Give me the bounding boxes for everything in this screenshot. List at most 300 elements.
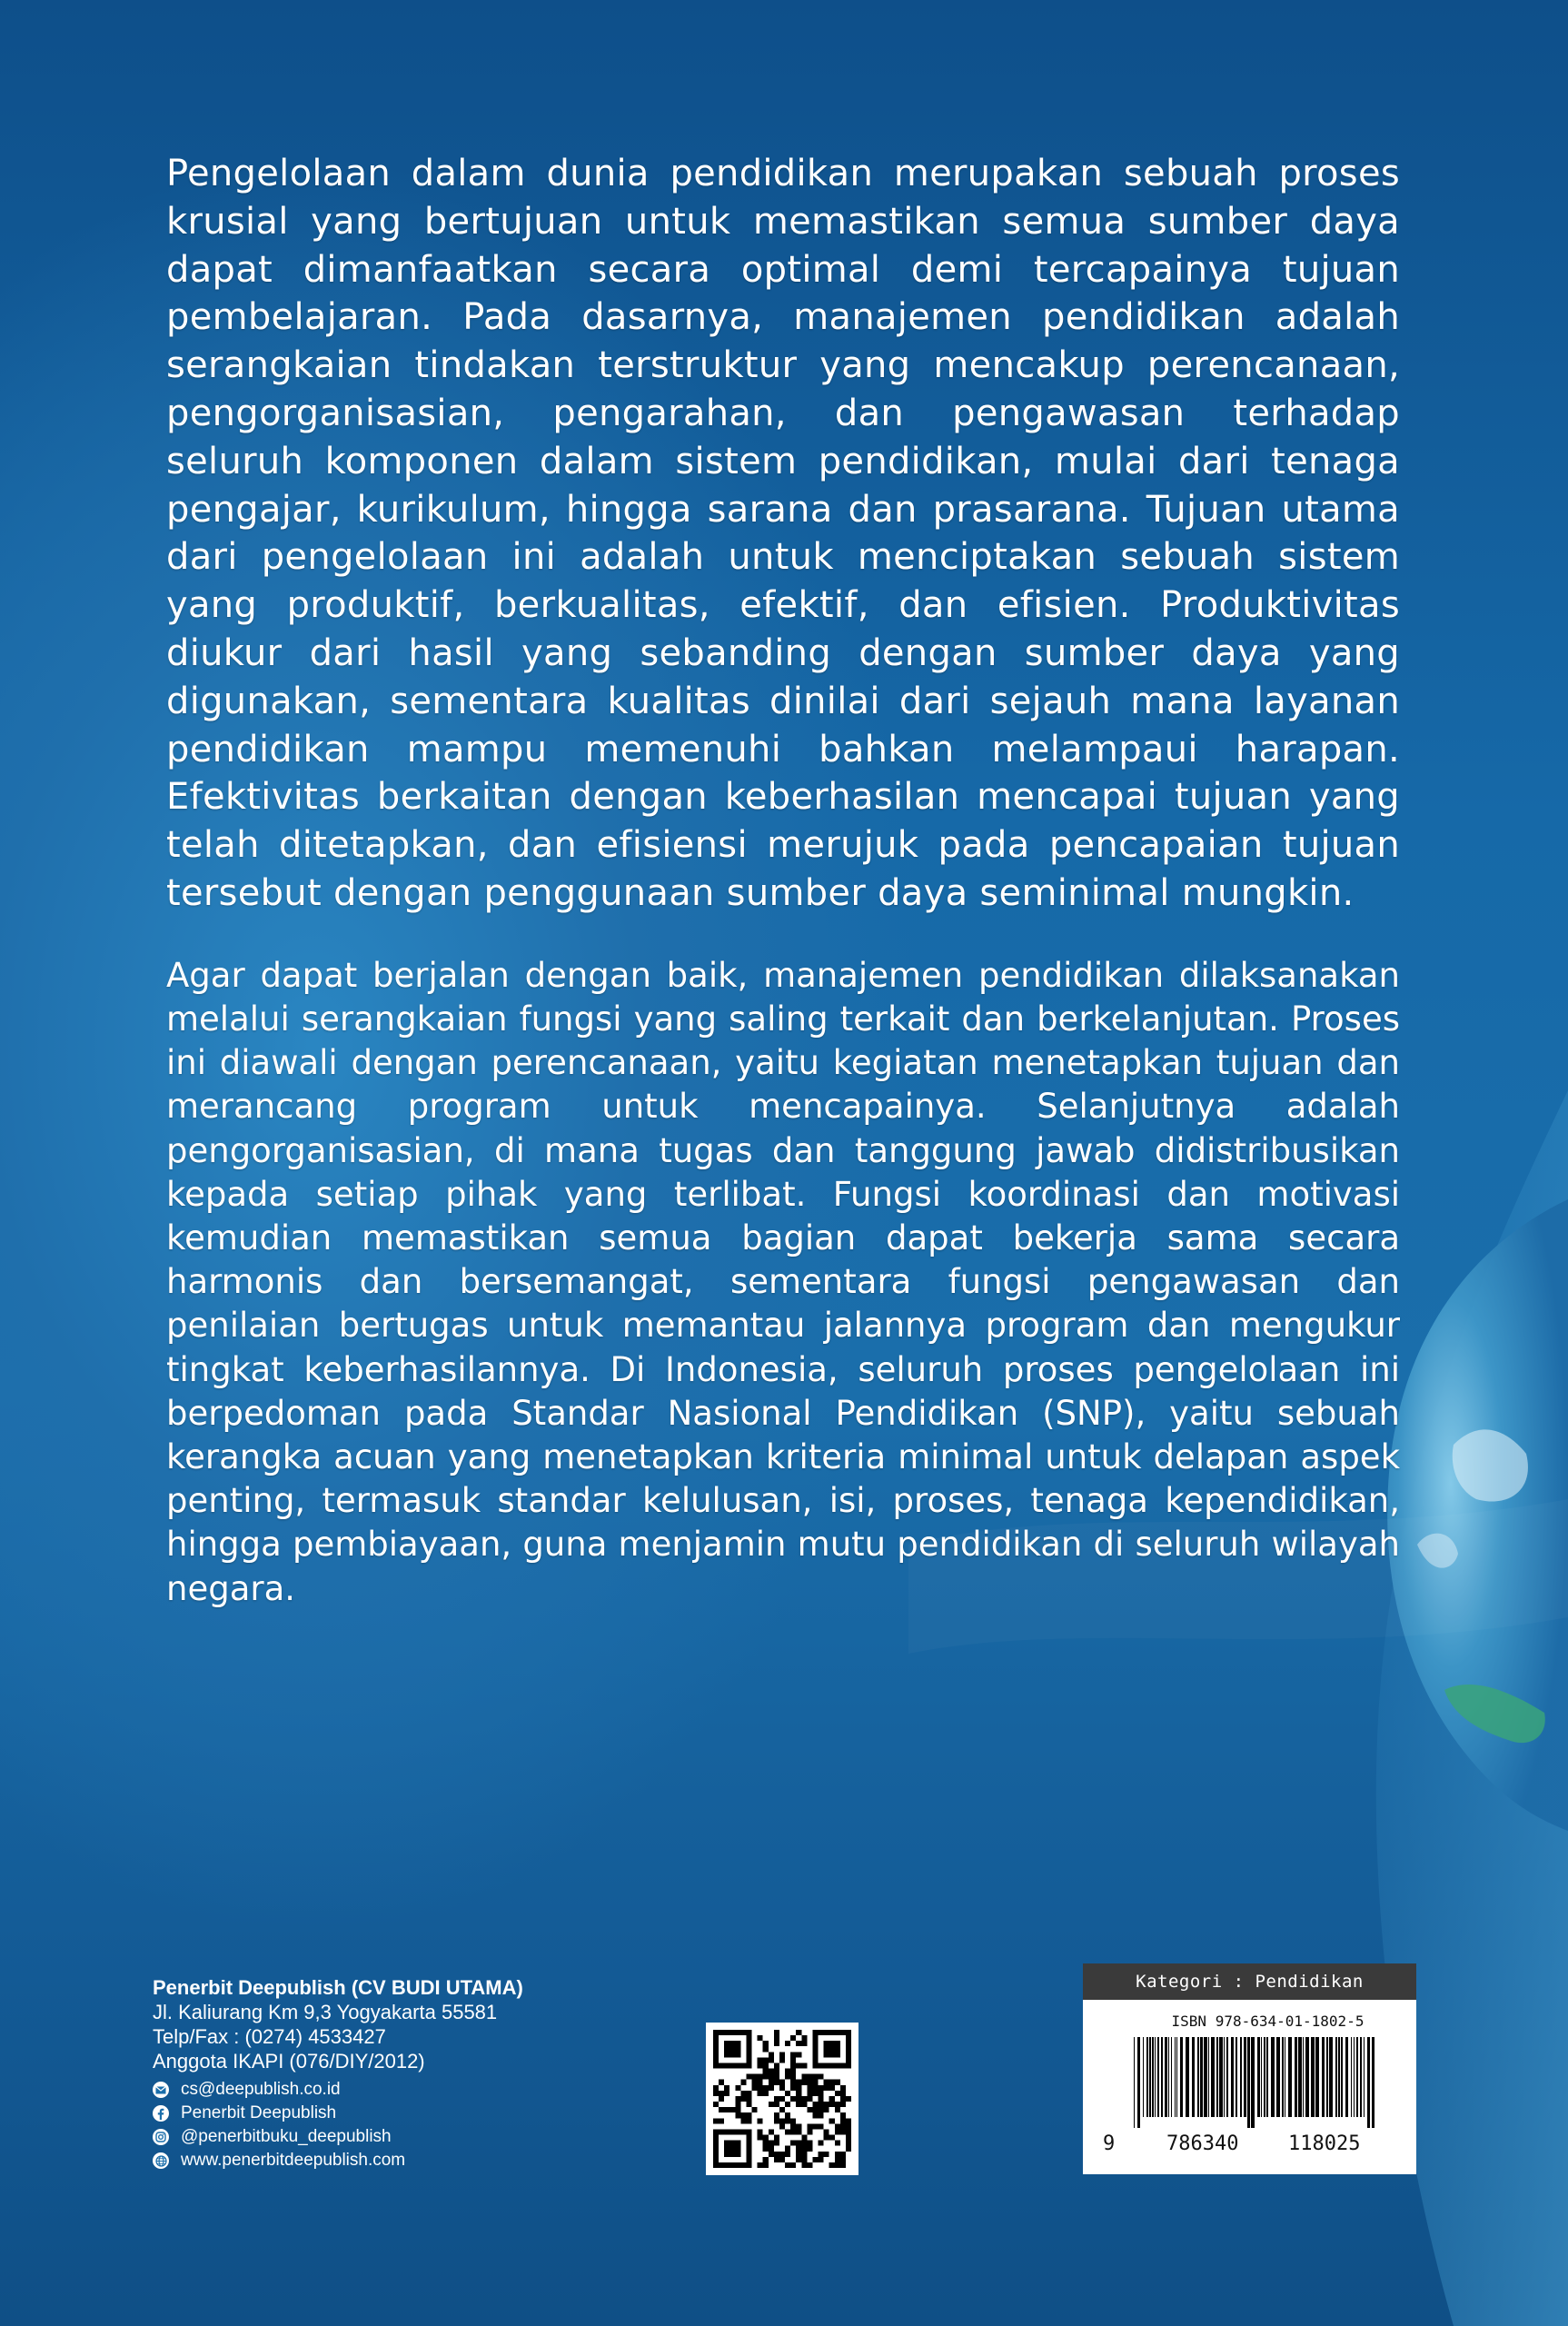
- qr-module: [735, 2152, 740, 2157]
- qr-module: [769, 2146, 774, 2152]
- qr-module: [840, 2085, 846, 2091]
- qr-module: [713, 2146, 719, 2152]
- qr-module: [812, 2102, 818, 2107]
- qr-module: [746, 2057, 751, 2063]
- qr-module: [740, 2096, 746, 2102]
- qr-module: [763, 2069, 769, 2074]
- qr-module: [819, 2112, 824, 2118]
- qr-module: [763, 2063, 769, 2068]
- qr-module: [729, 2063, 735, 2068]
- barcode-bar: [1168, 2037, 1169, 2117]
- qr-module: [840, 2091, 846, 2096]
- qr-module: [746, 2162, 751, 2168]
- barcode-bar: [1211, 2037, 1215, 2117]
- qr-module: [763, 2085, 769, 2091]
- qr-module: [713, 2118, 719, 2123]
- qr-module: [779, 2107, 785, 2112]
- barcode-bar: [1180, 2037, 1183, 2117]
- qr-module: [840, 2063, 846, 2068]
- qr-module: [846, 2118, 851, 2123]
- qr-module: [812, 2107, 818, 2112]
- barcode-bar: [1143, 2037, 1144, 2117]
- qr-module: [846, 2141, 851, 2146]
- qr-module: [769, 2057, 774, 2063]
- qr-module: [846, 2129, 851, 2134]
- barcode-bar: [1197, 2037, 1199, 2117]
- qr-module: [729, 2141, 735, 2146]
- qr-module: [790, 2141, 796, 2146]
- qr-module: [779, 2157, 785, 2162]
- qr-module: [724, 2146, 729, 2152]
- qr-module: [774, 2041, 779, 2046]
- qr-module: [746, 2052, 751, 2057]
- qr-module: [840, 2102, 846, 2107]
- qr-module: [752, 2074, 758, 2080]
- barcode-bar: [1356, 2037, 1358, 2117]
- qr-module: [763, 2135, 769, 2141]
- barcode-bar: [1152, 2037, 1154, 2117]
- qr-module: [835, 2157, 840, 2162]
- barcode-bar: [1244, 2037, 1246, 2117]
- barcode-bar: [1351, 2037, 1352, 2117]
- qr-module: [796, 2096, 801, 2102]
- qr-module: [769, 2129, 774, 2134]
- barcode-bar: [1261, 2037, 1262, 2117]
- qr-module: [763, 2041, 769, 2046]
- qr-module: [829, 2030, 835, 2035]
- qr-module: [735, 2063, 740, 2068]
- qr-module: [746, 2118, 751, 2123]
- publisher-address: Jl. Kaliurang Km 9,3 Yogyakarta 55581: [153, 2001, 498, 2023]
- qr-module: [752, 2085, 758, 2091]
- qr-module: [846, 2123, 851, 2129]
- qr-module: [846, 2035, 851, 2041]
- qr-module: [835, 2080, 840, 2085]
- publisher-phone: Telp/Fax : (0274) 4533427: [153, 2025, 386, 2048]
- qr-module: [713, 2046, 719, 2052]
- qr-module: [769, 2152, 774, 2157]
- qr-module: [824, 2030, 829, 2035]
- qr-module: [846, 2052, 851, 2057]
- qr-module: [824, 2152, 829, 2157]
- qr-module: [807, 2085, 812, 2091]
- barcode-bar: [1338, 2037, 1340, 2117]
- qr-module: [763, 2074, 769, 2080]
- qr-module: [719, 2063, 724, 2068]
- qr-module: [713, 2141, 719, 2146]
- qr-module: [790, 2080, 796, 2085]
- qr-module: [835, 2141, 840, 2146]
- qr-module: [779, 2118, 785, 2123]
- qr-module: [746, 2046, 751, 2052]
- qr-module: [779, 2096, 785, 2102]
- qr-module: [779, 2052, 785, 2057]
- barcode-bar: [1276, 2037, 1280, 2117]
- qr-module: [746, 2146, 751, 2152]
- qr-module: [801, 2102, 807, 2107]
- publisher-info: [153, 1975, 661, 2172]
- qr-module: [746, 2035, 751, 2041]
- qr-module: [819, 2123, 824, 2129]
- qr-module: [835, 2030, 840, 2035]
- barcode-bar: [1271, 2037, 1275, 2117]
- qr-module: [785, 2162, 790, 2168]
- qr-module: [769, 2102, 774, 2107]
- qr-module: [758, 2162, 763, 2168]
- qr-module: [752, 2080, 758, 2085]
- qr-module: [807, 2096, 812, 2102]
- qr-module: [819, 2157, 824, 2162]
- qr-module: [796, 2129, 801, 2134]
- qr-module: [740, 2080, 746, 2085]
- qr-module: [785, 2069, 790, 2074]
- barcode-bar: [1200, 2037, 1203, 2117]
- qr-module: [812, 2080, 818, 2085]
- barcode-bar: [1224, 2037, 1225, 2117]
- qr-module: [724, 2052, 729, 2057]
- qr-module: [735, 2085, 740, 2091]
- qr-module: [796, 2052, 801, 2057]
- barcode-bar: [1326, 2037, 1328, 2117]
- barcode-bar: [1155, 2037, 1156, 2117]
- barcode-bar: [1175, 2037, 1176, 2117]
- qr-module: [774, 2152, 779, 2157]
- barcode-digit-first: 9: [1103, 2132, 1116, 2155]
- qr-module: [719, 2107, 724, 2112]
- qr-module: [824, 2052, 829, 2057]
- qr-module: [790, 2074, 796, 2080]
- qr-module: [840, 2152, 846, 2157]
- barcode-bar: [1345, 2037, 1348, 2117]
- qr-module: [746, 2141, 751, 2146]
- blurb-text: [166, 150, 1400, 1611]
- category-label: Kategori : Pendidikan: [1083, 1963, 1416, 2000]
- qr-module: [801, 2080, 807, 2085]
- qr-module: [763, 2091, 769, 2096]
- qr-module: [846, 2096, 851, 2102]
- qr-module: [824, 2080, 829, 2085]
- qr-module: [801, 2162, 807, 2168]
- qr-code: [706, 2023, 858, 2175]
- qr-module: [824, 2085, 829, 2091]
- qr-module: [758, 2074, 763, 2080]
- qr-module: [796, 2146, 801, 2152]
- qr-module: [819, 2102, 824, 2107]
- qr-module: [724, 2030, 729, 2035]
- qr-module: [829, 2102, 835, 2107]
- qr-module: [840, 2157, 846, 2162]
- qr-module: [769, 2141, 774, 2146]
- qr-module: [746, 2091, 751, 2096]
- qr-module: [796, 2123, 801, 2129]
- barcode-bar: [1329, 2037, 1333, 2117]
- qr-module: [801, 2146, 807, 2152]
- qr-module: [840, 2096, 846, 2102]
- qr-module: [807, 2107, 812, 2112]
- barcode-bar: [1176, 2037, 1177, 2117]
- qr-module: [819, 2141, 824, 2146]
- qr-module: [835, 2129, 840, 2134]
- qr-module: [763, 2141, 769, 2146]
- barcode-bar: [1282, 2037, 1284, 2117]
- qr-module: [769, 2080, 774, 2085]
- qr-module: [724, 2162, 729, 2168]
- qr-module: [779, 2152, 785, 2157]
- qr-module: [801, 2074, 807, 2080]
- qr-module: [729, 2041, 735, 2046]
- qr-module: [846, 2030, 851, 2035]
- qr-module: [824, 2135, 829, 2141]
- qr-module: [785, 2146, 790, 2152]
- qr-module: [724, 2091, 729, 2096]
- qr-module: [819, 2096, 824, 2102]
- qr-module: [735, 2030, 740, 2035]
- qr-module: [846, 2057, 851, 2063]
- barcode-bar: [1161, 2037, 1163, 2117]
- qr-module: [812, 2052, 818, 2057]
- qr-module: [724, 2141, 729, 2146]
- qr-module: [713, 2157, 719, 2162]
- qr-module: [774, 2080, 779, 2085]
- qr-module: [752, 2107, 758, 2112]
- qr-module: [769, 2052, 774, 2057]
- barcode-bar: [1251, 2037, 1255, 2128]
- qr-module: [779, 2057, 785, 2063]
- qr-module: [719, 2096, 724, 2102]
- qr-module: [729, 2030, 735, 2035]
- barcode-bar: [1295, 2037, 1297, 2117]
- qr-module: [746, 2135, 751, 2141]
- barcode-bar: [1186, 2037, 1189, 2117]
- qr-module: [763, 2057, 769, 2063]
- qr-module: [740, 2129, 746, 2134]
- qr-module: [801, 2157, 807, 2162]
- qr-module: [774, 2141, 779, 2146]
- barcode-bar: [1257, 2037, 1260, 2117]
- qr-module: [724, 2046, 729, 2052]
- qr-module: [835, 2107, 840, 2112]
- barcode-digit-group-2: 118025: [1288, 2132, 1361, 2155]
- barcode-bar: [1247, 2037, 1250, 2128]
- qr-module: [729, 2152, 735, 2157]
- qr-module: [746, 2157, 751, 2162]
- qr-module: [785, 2074, 790, 2080]
- qr-module: [790, 2118, 796, 2123]
- qr-module: [719, 2030, 724, 2035]
- barcode-bar: [1322, 2037, 1325, 2117]
- qr-module: [812, 2074, 818, 2080]
- barcode-bar: [1264, 2037, 1265, 2117]
- qr-module: [735, 2096, 740, 2102]
- qr-module: [746, 2074, 751, 2080]
- qr-module: [824, 2129, 829, 2134]
- barcode-bar: [1364, 2037, 1365, 2117]
- qr-module: [724, 2152, 729, 2157]
- qr-module: [829, 2063, 835, 2068]
- qr-module: [829, 2046, 835, 2052]
- qr-module: [835, 2162, 840, 2168]
- qr-module: [746, 2041, 751, 2046]
- qr-module: [774, 2069, 779, 2074]
- facebook-icon: [153, 2105, 169, 2122]
- qr-module: [790, 2063, 796, 2068]
- qr-module: [812, 2112, 818, 2118]
- qr-module: [729, 2146, 735, 2152]
- contact-email-text: cs@deepublish.co.id: [181, 2080, 341, 2099]
- qr-module: [735, 2129, 740, 2134]
- qr-module: [779, 2123, 785, 2129]
- qr-module: [829, 2118, 835, 2123]
- contact-email: [153, 2078, 661, 2102]
- qr-module: [835, 2046, 840, 2052]
- qr-module: [719, 2091, 724, 2096]
- qr-module: [840, 2112, 846, 2118]
- barcode-bar: [1134, 2037, 1135, 2128]
- qr-module: [763, 2146, 769, 2152]
- qr-module: [796, 2063, 801, 2068]
- blurb-paragraph-2: Agar dapat berjalan dengan baik, manajemen pendidikan dilaksanakan melalui serangkaian fungsi yang saling terkait dan berkelanjutan. Proses ini diawali dengan perencanaan, yaitu kegiatan menetapkan tujuan dan merancang program untuk mencapainya. Selanjutnya adalah pengorganisasian, di mana tugas dan tanggung jawab didistribusikan kepada setiap pihak yang terlibat. Fungsi koordinasi dan motivasi kemudian memastikan semua bagian dapat bekerja sama secara harmonis dan bersemangat, sementara fungsi pengawasan dan penilaian bertugas untuk memantau jalannya program dan mengukur tingkat keberhasilannya. Di Indonesia, seluruh proses pengelolaan ini berpedoman pada Standar Nasional Pendidikan (SNP), yaitu sebuah kerangka acuan yang menetapkan kriteria minimal untuk delapan aspek penting, termasuk standar kelulusan, isi, proses, tenaga kependidikan, hingga pembiayaan, guna menjamin mutu pendidikan di seluruh wilayah negara.: [166, 955, 1400, 1608]
- qr-module: [796, 2152, 801, 2157]
- qr-module: [735, 2107, 740, 2112]
- barcode-bar: [1226, 2037, 1228, 2117]
- qr-module: [796, 2091, 801, 2096]
- qr-module: [790, 2069, 796, 2074]
- qr-module: [735, 2052, 740, 2057]
- qr-module: [758, 2057, 763, 2063]
- qr-module: [774, 2063, 779, 2068]
- publisher-membership: Anggota IKAPI (076/DIY/2012): [153, 2050, 425, 2073]
- qr-module: [807, 2146, 812, 2152]
- barcode-bar: [1236, 2037, 1237, 2117]
- qr-module: [801, 2141, 807, 2146]
- contact-facebook-text: Penerbit Deepublish: [181, 2103, 337, 2122]
- qr-module: [812, 2157, 818, 2162]
- qr-module: [824, 2063, 829, 2068]
- qr-module: [790, 2123, 796, 2129]
- qr-module: [758, 2080, 763, 2085]
- qr-module: [729, 2129, 735, 2134]
- qr-module: [724, 2107, 729, 2112]
- qr-module: [824, 2046, 829, 2052]
- qr-module: [746, 2129, 751, 2134]
- qr-module: [790, 2085, 796, 2091]
- qr-module: [829, 2162, 835, 2168]
- barcode-bar: [1240, 2037, 1242, 2117]
- qr-module: [796, 2157, 801, 2162]
- barcode-bar: [1146, 2037, 1148, 2117]
- qr-module: [729, 2052, 735, 2057]
- qr-module: [801, 2096, 807, 2102]
- qr-module: [758, 2035, 763, 2041]
- qr-module: [713, 2091, 719, 2096]
- qr-module: [846, 2135, 851, 2141]
- qr-module: [796, 2080, 801, 2085]
- barcode-bar: [1157, 2037, 1159, 2117]
- qr-module: [824, 2102, 829, 2107]
- qr-module: [835, 2091, 840, 2096]
- qr-module: [819, 2063, 824, 2068]
- qr-module: [713, 2041, 719, 2046]
- barcode-bar: [1288, 2037, 1292, 2117]
- qr-module: [840, 2118, 846, 2123]
- qr-module: [819, 2074, 824, 2080]
- qr-module: [774, 2112, 779, 2118]
- qr-module: [746, 2152, 751, 2157]
- qr-module: [729, 2107, 735, 2112]
- qr-module: [785, 2041, 790, 2046]
- qr-module: [812, 2063, 818, 2068]
- qr-module: [740, 2112, 746, 2118]
- qr-module: [790, 2096, 796, 2102]
- qr-module: [746, 2112, 751, 2118]
- qr-module: [835, 2041, 840, 2046]
- barcode-bar: [1137, 2037, 1140, 2128]
- qr-module: [846, 2063, 851, 2068]
- qr-module: [807, 2074, 812, 2080]
- qr-module: [840, 2162, 846, 2168]
- qr-module: [774, 2096, 779, 2102]
- qr-module: [758, 2063, 763, 2068]
- publisher-name: Penerbit Deepublish (CV BUDI UTAMA): [153, 1976, 523, 1999]
- qr-module: [840, 2030, 846, 2035]
- barcode-icon: [1134, 2037, 1379, 2128]
- qr-module: [807, 2162, 812, 2168]
- qr-module: [774, 2135, 779, 2141]
- qr-module: [812, 2035, 818, 2041]
- qr-module: [774, 2157, 779, 2162]
- isbn-barcode-box: [1083, 1963, 1416, 2174]
- qr-module: [713, 2162, 719, 2168]
- qr-module: [769, 2085, 774, 2091]
- qr-module: [740, 2063, 746, 2068]
- contact-instagram-text: @penerbitbuku_deepublish: [181, 2127, 392, 2146]
- contact-facebook: [153, 2102, 661, 2125]
- qr-module: [724, 2041, 729, 2046]
- qr-module: [763, 2162, 769, 2168]
- blurb-paragraph-1: Pengelolaan dalam dunia pendidikan merupakan sebuah proses krusial yang bertujuan untuk memastikan semua sumber daya dapat dimanfaatkan secara optimal demi tercapainya tujuan pembelajaran. Pada dasarnya, manajemen pendidikan adalah serangkaian tindakan terstruktur yang mencakup perencanaan, pengorganisasian, pengarahan, dan pengawasan terhadap seluruh komponen dalam sistem pendidikan, mulai dari tenaga pengajar, kurikulum, hingga sarana dan prasarana. Tujuan utama dari pengelolaan ini adalah untuk menciptakan sebuah sistem yang produktif, berkualitas, efektif, dan efisien. Produktivitas diukur dari hasil yang sebanding dengan sumber daya yang digunakan, sementara kualitas dinilai dari sejauh mana layanan pendidikan mampu memenuhi bahkan melampaui harapan. Efektivitas berkaitan dengan keberhasilan mencapai tujuan yang telah ditetapkan, dan efisiensi merujuk pada pencapaian tujuan tersebut dengan penggunaan sumber daya seminimal mungkin.: [166, 153, 1400, 914]
- qr-module: [840, 2129, 846, 2134]
- qr-module: [790, 2035, 796, 2041]
- barcode-bar: [1266, 2037, 1268, 2117]
- qr-module: [829, 2085, 835, 2091]
- qr-module: [763, 2046, 769, 2052]
- qr-module: [812, 2091, 818, 2096]
- qr-module: [769, 2069, 774, 2074]
- qr-module: [824, 2107, 829, 2112]
- qr-module: [829, 2096, 835, 2102]
- qr-module: [807, 2141, 812, 2146]
- qr-module: [746, 2030, 751, 2035]
- qr-module: [713, 2052, 719, 2057]
- qr-module: [846, 2146, 851, 2152]
- qr-module: [790, 2129, 796, 2134]
- contact-website-text: www.penerbitdeepublish.com: [181, 2151, 406, 2170]
- qr-module: [785, 2129, 790, 2134]
- qr-module: [801, 2063, 807, 2068]
- contact-list: [153, 2078, 661, 2172]
- barcode-bar: [1149, 2037, 1151, 2117]
- barcode-bar: [1354, 2037, 1355, 2117]
- qr-module: [790, 2162, 796, 2168]
- qr-module: [812, 2123, 818, 2129]
- qr-module: [779, 2080, 785, 2085]
- qr-module: [758, 2118, 763, 2123]
- qr-module: [812, 2057, 818, 2063]
- qr-module: [801, 2135, 807, 2141]
- qr-module: [824, 2041, 829, 2046]
- qr-module: [846, 2046, 851, 2052]
- barcode-bar: [1208, 2037, 1209, 2117]
